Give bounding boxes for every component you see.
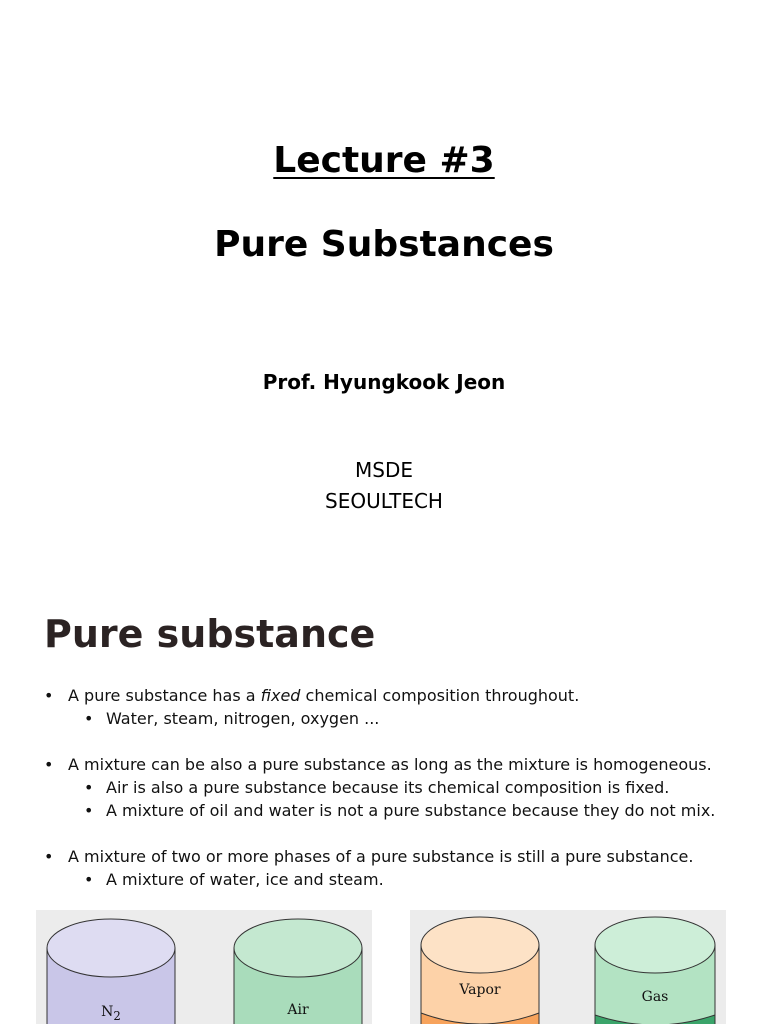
sub-bullet-item: • A mixture of oil and water is not a pure substance because they do not mix. xyxy=(42,799,762,822)
n2-cylinder xyxy=(46,918,176,1024)
sub-bullet-item: • Water, steam, nitrogen, oxygen ... xyxy=(42,707,762,730)
gas-liquid-cylinder xyxy=(594,915,716,1024)
bullet-item xyxy=(42,684,762,707)
lecture-number: Lecture #3 xyxy=(273,140,495,181)
bullet-text: A pure substance has a xyxy=(68,686,261,705)
slide-heading: Pure substance xyxy=(44,612,376,656)
air-cylinder xyxy=(233,918,363,1024)
cylinder-figures xyxy=(36,910,726,1024)
institution: SEOULTECH xyxy=(325,489,443,513)
department: MSDE xyxy=(355,458,413,482)
bullet-item: • A mixture can be also a pure substance as long as the mixture is homogeneous. xyxy=(42,753,762,776)
lecture-title: Pure Substances xyxy=(214,224,554,265)
sub-bullet-item: • Air is also a pure substance because its chemical composition is fixed. xyxy=(42,776,762,799)
air-label: Air xyxy=(287,1002,309,1018)
emphasis-text: fixed xyxy=(260,686,301,705)
n2-label: $N_2$ xyxy=(101,1004,121,1023)
vapor-label: Vapor xyxy=(459,982,501,998)
content-slide xyxy=(0,576,768,1024)
bullet-text: chemical composition throughout. xyxy=(300,686,580,705)
author-name: Prof. Hyungkook Jeon xyxy=(262,370,506,394)
vapor-liquid-cylinder xyxy=(420,915,540,1024)
bullet-list xyxy=(42,684,762,891)
bullet-item: • A mixture of two or more phases of a pure substance is still a pure substance. xyxy=(42,845,762,868)
gas-label: Gas xyxy=(641,989,669,1005)
sub-bullet-item: • A mixture of water, ice and steam. xyxy=(42,868,762,891)
